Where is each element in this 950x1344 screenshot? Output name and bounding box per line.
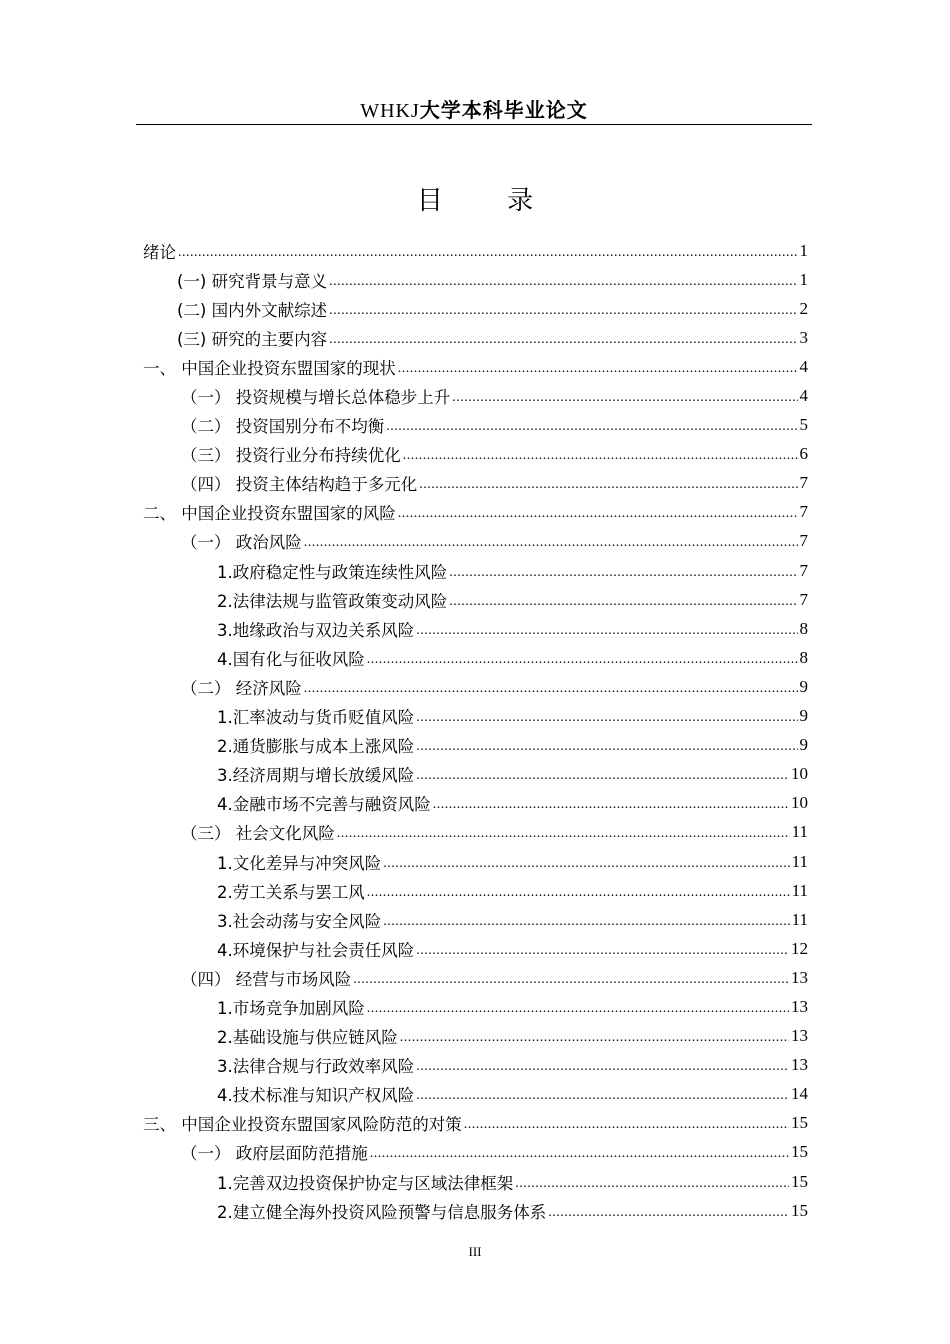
toc-entry-page: 14 [791, 1084, 808, 1104]
toc-entry[interactable] [143, 469, 808, 498]
toc-entry[interactable] [143, 672, 808, 701]
toc-entry-page: 7 [799, 502, 808, 522]
toc-entry[interactable] [143, 1022, 808, 1051]
toc-entry-text: 2.劳工关系与罢工风 [217, 882, 365, 902]
toc-entry-text: 二、 中国企业投资东盟国家的风险 [143, 504, 396, 524]
toc-entry-page: 10 [791, 764, 808, 784]
table-of-contents [143, 236, 808, 1225]
toc-entry-text: （三） 投资行业分布持续优化 [181, 446, 401, 466]
toc-entry-text: 2.法律法规与监管政策变动风险 [217, 591, 448, 611]
toc-dot-leader [367, 885, 790, 901]
toc-entry[interactable] [143, 876, 808, 905]
toc-title: 目 录 [416, 186, 562, 216]
toc-entry-page: 9 [799, 706, 808, 726]
toc-dot-leader [398, 506, 798, 522]
toc-entry-text: （四） 经营与市场风险 [181, 969, 352, 989]
toc-entry[interactable] [143, 1167, 808, 1196]
toc-entry-text: 1.完善双边投资保护协定与区域法律框架 [217, 1173, 514, 1193]
header-latin: WHKJ [360, 100, 420, 122]
toc-dot-leader [416, 1059, 789, 1075]
toc-entry-page: 8 [799, 618, 808, 638]
toc-entry-text: (三) 研究的主要内容 [177, 329, 328, 349]
toc-entry[interactable] [143, 323, 808, 352]
toc-entry[interactable] [143, 585, 808, 614]
toc-dot-leader [403, 448, 798, 464]
toc-dot-leader [452, 390, 797, 406]
toc-entry-text: 4.环境保护与社会责任风险 [217, 940, 415, 960]
toc-dot-leader [386, 419, 797, 435]
toc-entry-page: 4 [799, 386, 808, 406]
toc-dot-leader [304, 535, 798, 551]
toc-entry-text: 三、 中国企业投资东盟国家风险防范的对策 [143, 1115, 462, 1135]
toc-dot-leader [329, 303, 797, 319]
toc-dot-leader [416, 739, 797, 755]
toc-entry-text: （二） 经济风险 [181, 678, 302, 698]
toc-entry[interactable] [143, 440, 808, 469]
toc-dot-leader [416, 768, 789, 784]
toc-entry[interactable] [143, 1080, 808, 1109]
toc-entry-page: 7 [799, 560, 808, 580]
toc-dot-leader [433, 797, 789, 813]
toc-entry-page: 15 [791, 1113, 808, 1133]
toc-entry-page: 3 [799, 327, 808, 347]
toc-entry[interactable] [143, 1196, 808, 1225]
toc-entry[interactable] [143, 352, 808, 381]
toc-dot-leader [416, 943, 789, 959]
toc-entry-text: 2.通货膨胀与成本上涨风险 [217, 737, 415, 757]
toc-entry[interactable] [143, 905, 808, 934]
toc-entry-text: 1.汇率波动与货币贬值风险 [217, 708, 415, 728]
toc-entry-page: 7 [799, 589, 808, 609]
toc-entry-page: 8 [799, 647, 808, 667]
toc-entry-text: 一、 中国企业投资东盟国家的现状 [143, 358, 396, 378]
toc-entry-text: 4.金融市场不完善与融资风险 [217, 795, 431, 815]
toc-entry-page: 11 [791, 880, 808, 900]
toc-entry[interactable] [143, 992, 808, 1021]
toc-entry-text: (二) 国内外文献综述 [177, 300, 328, 320]
toc-entry[interactable] [143, 643, 808, 672]
toc-entry-page: 1 [799, 240, 808, 260]
toc-entry-page: 6 [799, 444, 808, 464]
toc-entry[interactable] [143, 731, 808, 760]
toc-dot-leader [329, 332, 797, 348]
toc-entry[interactable] [143, 934, 808, 963]
toc-entry-text: （一） 政治风险 [181, 533, 302, 553]
toc-entry-page: 1 [799, 269, 808, 289]
header-title: 大学本科毕业论文 [419, 98, 588, 122]
toc-entry-text: (一) 研究背景与意义 [177, 271, 328, 291]
toc-entry-page: 9 [799, 735, 808, 755]
toc-entry[interactable] [143, 381, 808, 410]
toc-entry-text: （一） 政府层面防范措施 [181, 1144, 368, 1164]
toc-dot-leader [353, 972, 789, 988]
toc-entry-text: 3.法律合规与行政效率风险 [217, 1057, 415, 1077]
toc-dot-leader [416, 1088, 789, 1104]
toc-entry-text: 1.市场竞争加剧风险 [217, 998, 365, 1018]
toc-entry[interactable] [143, 527, 808, 556]
toc-entry-page: 2 [799, 298, 808, 318]
toc-entry[interactable] [143, 614, 808, 643]
toc-dot-leader [416, 623, 797, 639]
toc-entry[interactable] [143, 702, 808, 731]
toc-entry-text: （三） 社会文化风险 [181, 824, 335, 844]
toc-entry-text: 3.经济周期与增长放缓风险 [217, 766, 415, 786]
toc-entry[interactable] [143, 265, 808, 294]
toc-entry-page: 11 [791, 909, 808, 929]
toc-entry-text: （四） 投资主体结构趋于多元化 [181, 475, 418, 495]
toc-dot-leader [304, 681, 798, 697]
toc-entry-page: 11 [791, 822, 808, 842]
toc-dot-leader [383, 856, 789, 872]
toc-entry-text: 2.建立健全海外投资风险预警与信息服务体系 [217, 1202, 547, 1222]
toc-dot-leader [383, 914, 789, 930]
toc-dot-leader [400, 1030, 789, 1046]
toc-entry-page: 13 [791, 1055, 808, 1075]
toc-entry-text: 4.国有化与征收风险 [217, 649, 365, 669]
toc-entry-page: 15 [791, 1142, 808, 1162]
toc-entry-page: 13 [791, 996, 808, 1016]
page-number: III [468, 1244, 482, 1259]
toc-dot-leader [329, 274, 797, 290]
toc-entry-page: 12 [791, 938, 808, 958]
toc-entry-page: 5 [799, 415, 808, 435]
toc-dot-leader [515, 1176, 789, 1192]
toc-dot-leader [367, 1001, 789, 1017]
toc-entry-text: （二） 投资国别分布不均衡 [181, 417, 385, 437]
toc-entry-page: 13 [791, 1026, 808, 1046]
toc-dot-leader [449, 594, 797, 610]
toc-entry-text: 1.文化差异与冲突风险 [217, 853, 382, 873]
toc-entry[interactable] [143, 818, 808, 847]
toc-entry-text: 4.技术标准与知识产权风险 [217, 1086, 415, 1106]
toc-dot-leader [367, 652, 798, 668]
toc-entry-page: 15 [791, 1200, 808, 1220]
toc-entry[interactable] [143, 294, 808, 323]
toc-entry[interactable] [143, 411, 808, 440]
toc-entry[interactable] [143, 556, 808, 585]
toc-dot-leader [337, 826, 790, 842]
toc-entry[interactable] [143, 498, 808, 527]
toc-dot-leader [398, 361, 798, 377]
toc-entry[interactable] [143, 963, 808, 992]
toc-entry[interactable] [143, 760, 808, 789]
toc-entry-page: 11 [791, 851, 808, 871]
page-header [136, 94, 812, 125]
toc-entry-text: 3.社会动荡与安全风险 [217, 911, 382, 931]
toc-entry-page: 13 [791, 967, 808, 987]
toc-entry[interactable] [143, 1138, 808, 1167]
toc-entry[interactable] [143, 236, 808, 265]
toc-entry-page: 15 [791, 1171, 808, 1191]
toc-dot-leader [178, 245, 798, 261]
toc-entry-page: 7 [799, 473, 808, 493]
toc-entry-text: （一） 投资规模与增长总体稳步上升 [181, 388, 451, 408]
toc-entry[interactable] [143, 847, 808, 876]
toc-entry[interactable] [143, 789, 808, 818]
toc-dot-leader [449, 565, 797, 581]
toc-entry-page: 4 [799, 356, 808, 376]
toc-dot-leader [370, 1146, 789, 1162]
toc-entry[interactable] [143, 1109, 808, 1138]
toc-entry-page: 7 [799, 531, 808, 551]
toc-entry-text: 1.政府稳定性与政策连续性风险 [217, 562, 448, 582]
toc-dot-leader [419, 477, 797, 493]
toc-entry-text: 绪论 [143, 242, 176, 262]
toc-entry-text: 2.基础设施与供应链风险 [217, 1028, 398, 1048]
toc-entry-page: 9 [799, 676, 808, 696]
toc-entry-text: 3.地缘政治与双边关系风险 [217, 620, 415, 640]
toc-dot-leader [464, 1117, 789, 1133]
toc-dot-leader [416, 710, 797, 726]
toc-dot-leader [548, 1205, 789, 1221]
toc-entry[interactable] [143, 1051, 808, 1080]
toc-entry-page: 10 [791, 793, 808, 813]
